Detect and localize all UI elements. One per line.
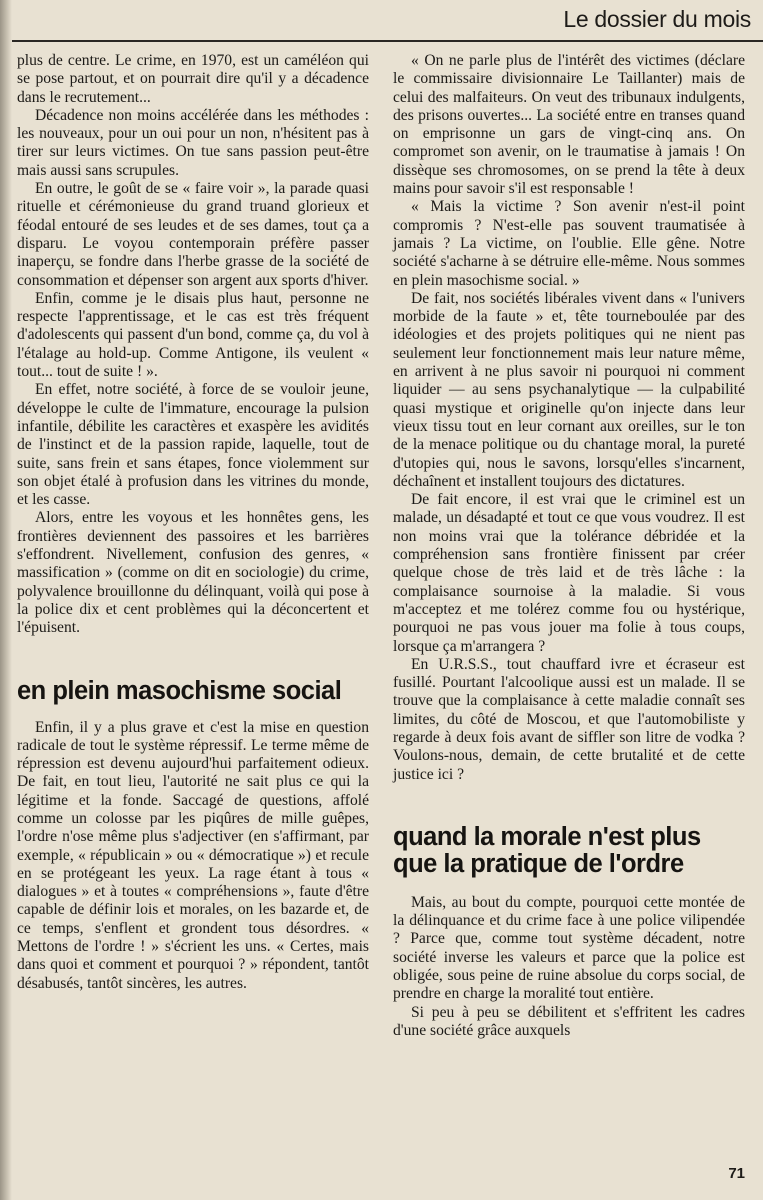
right-paragraph-1: « On ne parle plus de l'intérêt des victimes (déclare le commissaire divisionnaire Le Taillanter) mais de celui des malfaiteurs. On veut des tribunaux indulgents, des prisons ouvertes... La société entre en transes quand on emprisonne un gars de vingt-cinq ans. On compromet son avenir, on le traumatise à jamais ! On dissèque ses chromosomes, on se prend la tête à deux mains pour savoir s'il est responsable ! bbox=[393, 52, 745, 198]
header-rule bbox=[12, 40, 763, 42]
right-paragraph-3: De fait, nos sociétés libérales vivent dans « l'univers morbide de la faute » et, tête tourneboulée par des idéologies et des projets politiques qui ne nient pas seulement leur fonctionnement mais leur nature même, en arrivent à ne plus savoir ni pourquoi ni comment liquider — au sens psychanalytique — la culpabilité quasi mystique et originelle qu'on injecte dans leur vieux tissu tout en leur cornant aux oreilles, sur le ton de la menace politique ou du chantage moral, la pureté d'utopies qui, nous le savons, lorsqu'elles s'incarnent, déchaînent et installent toujours des dictatures. bbox=[393, 289, 745, 490]
left-paragraph-3: En outre, le goût de se « faire voir », la parade quasi rituelle et cérémonieuse du grand truand glorieux et féodal entouré de ses leudes et de ses dames, tout ça a disparu. Le voyou contemporain préfère passer inaperçu, se fondre dans l'herbe grasse de la société de consommation et dépenser son argent aux sports d'hiver. bbox=[17, 180, 369, 289]
right-column bbox=[393, 52, 745, 1040]
right-paragraph-5: En U.R.S.S., tout chauffard ivre et écraseur est fusillé. Pourtant l'alcoolique aussi est un malade. Il se trouve que la complaisance à cette maladie connaît ses limites, du côté de Moscou, et que l'automobiliste y regarde à deux fois avant de siffler son litre de vodka ? Voulons-nous, demain, de cette brutalité et de cette justice ici ? bbox=[393, 655, 745, 783]
left-column bbox=[17, 52, 369, 993]
section-headline-masochisme: en plein masochisme social bbox=[17, 676, 342, 705]
left-paragraph-6: Alors, entre les voyous et les honnêtes gens, les frontières deviennent des passoires et les barrières s'effondrent. Nivellement, confusion des genres, « massification » (comme on dit en sociologie) du crime, polyvalence brouillonne du délinquant, voilà qui pose à la police dix et cent problèmes qui la déconcertent et l'épuisent. bbox=[17, 509, 369, 637]
page-number: 71 bbox=[728, 1165, 745, 1182]
left-paragraph-4: Enfin, comme je le disais plus haut, personne ne respecte l'apprentissage, et le cas est très fréquent d'adolescents qui passent d'un bond, comme ça, du vol à l'étalage au hold-up. Comme Antigone, ils veulent « tout... tout de suite ! ». bbox=[17, 289, 369, 381]
right-paragraph-4: De fait encore, il est vrai que le criminel est un malade, un désadapté et tout ce que vous voudrez. Il est non moins vrai que la tolérance débridée et la compréhension sans frontière finissent par créer quelque chose de très laid et de très lâche : la complaisance sournoise à la maladie. Si vous m'acceptez et me tolérez comme fou ou hystérique, pourquoi ne pas vous jouer ma folie à tous coups, lorsque ça m'arrangera ? bbox=[393, 491, 745, 655]
left-paragraph-1: plus de centre. Le crime, en 1970, est un caméléon qui se pose partout, et on pourrait dire qu'il y a décadence dans le recrutement... bbox=[17, 52, 369, 106]
section-headline-morale: quand la morale n'est plus que la pratique de l'ordre bbox=[393, 822, 701, 878]
running-head: Le dossier du mois bbox=[563, 6, 751, 32]
right-paragraph-2: « Mais la victime ? Son avenir n'est-il point compromis ? N'est-elle pas souvent traumatisée à jamais ? La victime, on l'oublie. Elle gêne. Notre société s'acharne à se détruire elle-même. Nous sommes en plein masochisme social. » bbox=[393, 198, 745, 289]
left-paragraph-7: Enfin, il y a plus grave et c'est la mise en question radicale de tout le système répressif. Le terme même de répression est devenu aujourd'hui parfaitement odieux. De fait, en tout lieu, l'autorité ne sait plus ce qui la légitime et la fonde. Saccagé de questions, affolé comme un colosse par les piqûres de mille guêpes, l'ordre n'ose même plus s'adjectiver (en s'affirmant, par exemple, « républicain » ou « démocratique ») et recule en se protégeant les yeux. La rage étant à tous « dialogues » et à toutes « compréhensions », faute d'être capable de définir lois et morales, on les bazarde et, de ce temps, s'enflent et grondent tous désordres. « Mettons de l'ordre ! » s'écrient les uns. « Certes, mais dans quoi et comment et pourquoi ? » répondent, tantôt désabusés, tantôt sincères, les autres. bbox=[17, 718, 369, 992]
left-paragraph-5: En effet, notre société, à force de se vouloir jeune, développe le culte de l'immature, encourage la pulsion infantile, débilite les caractères et exaspère les avidités de l'instinct et de la passion rapide, laquelle, tout de suite, sans frein et sans étapes, fonce violemment sur son objet étalé à profusion dans les vitrines du monde, et les casse. bbox=[17, 381, 369, 509]
right-paragraph-7: Si peu à peu se débilitent et s'effritent les cadres d'une société grâce auxquels bbox=[393, 1003, 745, 1039]
right-paragraph-6: Mais, au bout du compte, pourquoi cette montée de la délinquance et du crime face à une police vilipendée ? Parce que, comme tout système décadent, notre société inverse les valeurs et parce que la police est obligée, sous peine de ruine absolue du corps social, de prendre en charge la moralité tout entière. bbox=[393, 893, 745, 1003]
page-gutter-shadow bbox=[0, 0, 12, 1200]
left-paragraph-2: Décadence non moins accélérée dans les méthodes : les nouveaux, pour un oui pour un non, n'hésitent pas à tirer sur leurs victimes. On tue sans passion peut-être mais aussi sans scrupules. bbox=[17, 106, 369, 179]
